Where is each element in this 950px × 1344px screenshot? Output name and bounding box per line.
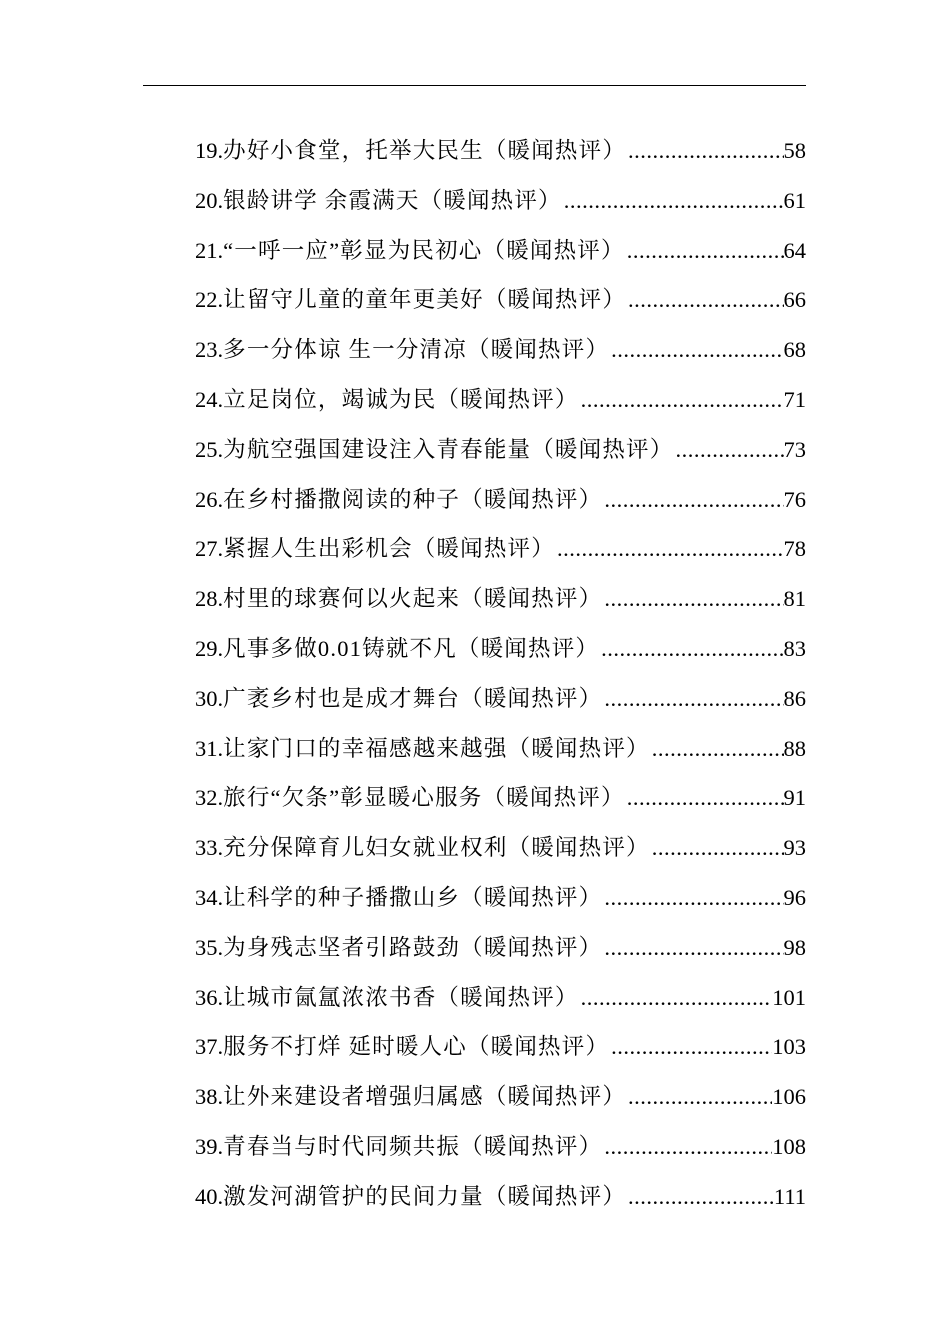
toc-entry-title: 让留守儿童的童年更美好（暖闻热评） <box>223 287 627 313</box>
toc-dot-leader <box>626 126 783 176</box>
toc-entry-page-number: 78 <box>783 536 806 562</box>
toc-entry-number: 39. <box>195 1133 224 1159</box>
toc-entry-page-number: 83 <box>783 635 806 661</box>
toc-entry-page-number: 66 <box>783 287 806 313</box>
toc-entry-number: 21. <box>195 237 224 263</box>
toc-dot-leader <box>625 773 784 823</box>
toc-entry-title: 立足岗位，竭诚为民（暖闻热评） <box>223 386 579 412</box>
toc-entry[interactable] <box>195 524 806 574</box>
toc-entry-number: 22. <box>195 287 224 313</box>
toc-entry-number: 32. <box>195 785 224 811</box>
toc-dot-leader <box>673 425 783 475</box>
toc-dot-leader <box>602 475 783 525</box>
toc-entry[interactable] <box>195 773 806 823</box>
toc-entry-page-number: 98 <box>783 934 806 960</box>
toc-entry-number: 23. <box>195 337 224 363</box>
toc-entry-page-number: 96 <box>783 884 806 910</box>
toc-entry-page-number: 103 <box>772 1034 806 1060</box>
toc-entry-number: 27. <box>195 536 224 562</box>
toc-dot-leader <box>650 823 784 873</box>
toc-entry-number: 19. <box>195 138 224 163</box>
toc-entry[interactable] <box>195 724 806 774</box>
toc-entry-title: 让家门口的幸福感越来越强（暖闻热评） <box>223 735 650 761</box>
toc-entry-title: 服务不打烊 延时暖人心（暖闻热评） <box>223 1034 610 1060</box>
toc-entry-number: 28. <box>195 586 224 612</box>
toc-entry-number: 31. <box>195 735 224 761</box>
toc-entry[interactable] <box>195 823 806 873</box>
toc-entry-page-number: 76 <box>783 486 806 512</box>
toc-entry[interactable] <box>195 275 806 325</box>
toc-list <box>195 126 806 1222</box>
toc-dot-leader <box>579 375 784 425</box>
toc-entry-title: 银龄讲学 余霞满天（暖闻热评） <box>223 187 562 213</box>
toc-entry-number: 36. <box>195 984 224 1010</box>
toc-entry-number: 26. <box>195 486 224 512</box>
toc-entry-title: 多一分体谅 生一分清凉（暖闻热评） <box>223 337 610 363</box>
toc-entry-number: 33. <box>195 835 224 861</box>
toc-entry-number: 24. <box>195 386 224 412</box>
toc-entry-title: 在乡村播撒阅读的种子（暖闻热评） <box>223 486 603 512</box>
toc-entry[interactable] <box>195 425 806 475</box>
toc-entry-page-number: 68 <box>783 337 806 363</box>
toc-entry-page-number: 71 <box>783 386 806 412</box>
toc-entry-title: 办好小食堂，托举大民生（暖闻热评） <box>223 138 627 163</box>
toc-entry-title: 旅行“欠条”彰显暖心服务（暖闻热评） <box>223 785 625 811</box>
toc-entry[interactable] <box>195 1022 806 1072</box>
toc-entry-page-number: 91 <box>783 785 806 811</box>
toc-entry-number: 34. <box>195 884 224 910</box>
toc-dot-leader <box>650 724 784 774</box>
toc-entry-number: 38. <box>195 1084 224 1110</box>
toc-entry-page-number: 88 <box>783 735 806 761</box>
toc-entry-number: 20. <box>195 187 224 213</box>
toc-dot-leader <box>602 574 783 624</box>
toc-dot-leader <box>626 1172 774 1222</box>
toc-entry[interactable] <box>195 226 806 276</box>
toc-entry-page-number: 73 <box>783 436 806 462</box>
toc-entry-title: 为航空强国建设注入青春能量（暖闻热评） <box>223 436 674 462</box>
toc-dot-leader <box>602 923 783 973</box>
toc-entry-page-number: 106 <box>772 1084 806 1110</box>
toc-dot-leader <box>602 873 783 923</box>
toc-entry-page-number: 86 <box>783 685 806 711</box>
toc-dot-leader <box>562 176 784 226</box>
toc-entry[interactable] <box>195 923 806 973</box>
toc-entry[interactable] <box>195 674 806 724</box>
toc-dot-leader <box>625 226 784 276</box>
toc-entry-number: 37. <box>195 1034 224 1060</box>
toc-entry[interactable] <box>195 624 806 674</box>
toc-entry-title: 充分保障育儿妇女就业权利（暖闻热评） <box>223 835 650 861</box>
toc-entry-number: 35. <box>195 934 224 960</box>
toc-entry-number: 25. <box>195 436 224 462</box>
toc-entry-title: 紧握人生出彩机会（暖闻热评） <box>223 536 555 562</box>
toc-entry[interactable] <box>195 574 806 624</box>
toc-entry-title: 广袤乡村也是成才舞台（暖闻热评） <box>223 685 603 711</box>
toc-entry-title: 激发河湖管护的民间力量（暖闻热评） <box>223 1183 627 1209</box>
toc-entry-page-number: 101 <box>772 984 806 1010</box>
toc-entry-title: “一呼一应”彰显为民初心（暖闻热评） <box>223 237 625 263</box>
table-of-contents <box>195 126 806 1222</box>
toc-entry-title: 为身残志坚者引路鼓劲（暖闻热评） <box>223 934 603 960</box>
toc-entry-title: 让外来建设者增强归属感（暖闻热评） <box>223 1084 627 1110</box>
toc-entry-number: 30. <box>195 685 224 711</box>
toc-dot-leader <box>555 524 784 574</box>
toc-entry-page-number: 58 <box>783 138 806 163</box>
toc-entry-title: 让科学的种子播撒山乡（暖闻热评） <box>223 884 603 910</box>
toc-entry-number: 40. <box>195 1183 224 1209</box>
toc-entry-page-number: 64 <box>783 237 806 263</box>
toc-entry[interactable] <box>195 475 806 525</box>
toc-entry-title: 青春当与时代同频共振（暖闻热评） <box>223 1133 603 1159</box>
toc-dot-leader <box>609 325 783 375</box>
toc-entry[interactable] <box>195 973 806 1023</box>
toc-dot-leader <box>602 674 783 724</box>
toc-entry[interactable] <box>195 1072 806 1122</box>
toc-entry-page-number: 111 <box>773 1183 806 1209</box>
toc-dot-leader <box>579 973 773 1023</box>
toc-entry-number: 29. <box>195 635 224 661</box>
toc-entry-page-number: 61 <box>783 187 806 213</box>
toc-entry[interactable] <box>195 176 806 226</box>
toc-entry-page-number: 81 <box>783 586 806 612</box>
toc-entry[interactable] <box>195 325 806 375</box>
toc-dot-leader <box>626 1072 772 1122</box>
toc-entry[interactable] <box>195 1172 806 1222</box>
toc-entry-title: 让城市氤氲浓浓书香（暖闻热评） <box>223 984 579 1010</box>
toc-entry[interactable] <box>195 126 806 176</box>
toc-entry-page-number: 108 <box>772 1133 806 1159</box>
toc-dot-leader <box>626 275 783 325</box>
toc-dot-leader <box>599 624 783 674</box>
toc-dot-leader <box>602 1122 772 1172</box>
toc-entry-title: 村里的球赛何以火起来（暖闻热评） <box>223 586 603 612</box>
toc-entry-page-number: 93 <box>783 835 806 861</box>
toc-entry-title: 凡事多做0.01铸就不凡（暖闻热评） <box>223 635 600 661</box>
toc-entry[interactable] <box>195 1122 806 1172</box>
toc-dot-leader <box>609 1022 772 1072</box>
toc-entry[interactable] <box>195 873 806 923</box>
toc-entry[interactable] <box>195 375 806 425</box>
header-rule <box>143 85 806 86</box>
